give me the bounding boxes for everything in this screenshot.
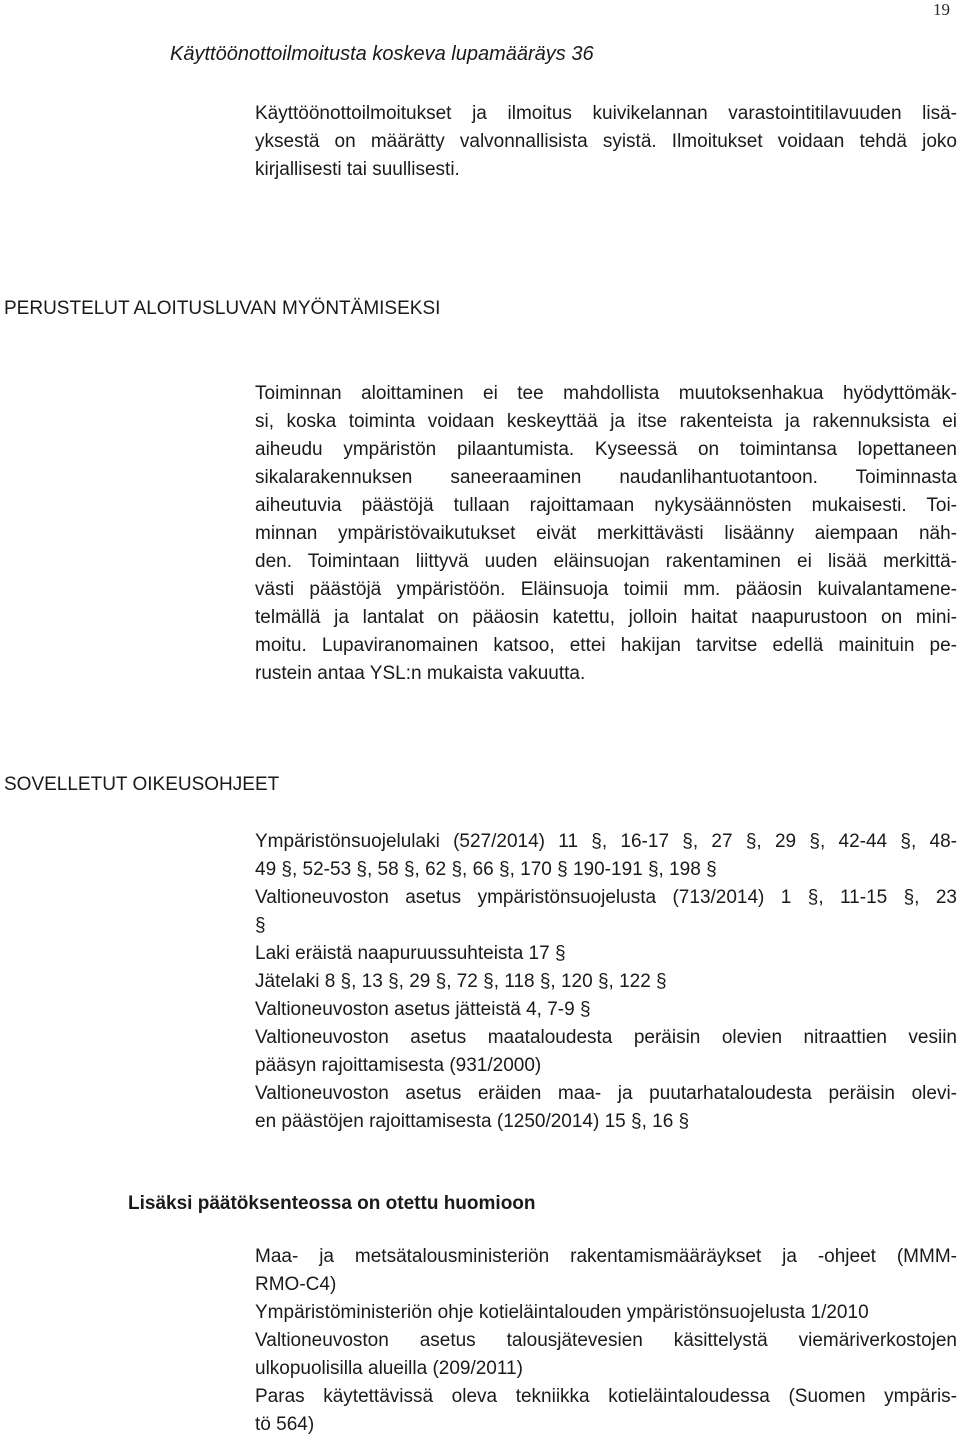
list-line: 49 §, 52-53 §, 58 §, 62 §, 66 §, 170 § 190-191 §, 198 § [255,859,717,880]
paragraph-line: kirjallisesti tai suullisesti. [255,159,460,180]
list-line: Ympäristöministeriön ohje kotieläintalouden ympäristönsuojelusta 1/2010 [255,1302,869,1323]
perustelut-paragraph [255,380,957,688]
paragraph-line: telmällä ja lantalat on pääosin katettu, jolloin haitat naapurustoon on mini- [255,607,957,628]
paragraph-line: Toiminnan aloittaminen ei tee mahdollista muutoksenhakua hyödyttömäk- [255,383,957,404]
paragraph-line: den. Toimintaan liittyvä uuden eläinsuojan rakentaminen ei lisää merkittä- [255,551,957,572]
huomioon-list [255,1243,957,1439]
section-heading-huomioon: Lisäksi päätöksenteossa on otettu huomioon [128,1193,536,1214]
list-line: Ympäristönsuojelulaki (527/2014) 11 §, 16-17 §, 27 §, 29 §, 42-44 §, 48- [255,831,957,852]
paragraph-line: aiheutuvia päästöjä tullaan rajoittamaan nykysäännösten mukaisesti. Toi- [255,495,957,516]
list-line: Valtioneuvoston asetus jätteistä 4, 7-9 § [255,999,591,1020]
list-line: Maa- ja metsätalousministeriön rakentamismääräykset ja -ohjeet (MMM- [255,1246,957,1267]
oikeusohjeet-list [255,828,957,1136]
paragraph-line: moitu. Lupaviranomainen katsoo, ettei hakijan tarvitse edellä mainituin pe- [255,635,957,656]
document-header: Käyttöönottoilmoitusta koskeva lupamääräys 36 [170,43,594,65]
paragraph-line: minnan ympäristövaikutukset eivät merkittävästi lisäänny aiempaan näh- [255,523,957,544]
list-line: Valtioneuvoston asetus maataloudesta peräisin olevien nitraattien vesiin [255,1027,957,1048]
paragraph-line: si, koska toiminta voidaan keskeyttää ja itse rakenteista ja rakennuksista ei [255,411,957,432]
list-line: Laki eräistä naapuruussuhteista 17 § [255,943,566,964]
paragraph-line: yksestä on määrätty valvonnallisista syistä. Ilmoitukset voidaan tehdä joko [255,131,957,152]
list-line: RMO-C4) [255,1274,337,1295]
list-line: ulkopuolisilla alueilla (209/2011) [255,1358,523,1379]
list-line: en päästöjen rajoittamisesta (1250/2014) 15 §, 16 § [255,1111,690,1132]
section-heading-oikeusohjeet: SOVELLETUT OIKEUSOHJEET [4,774,280,795]
paragraph-line: Käyttöönottoilmoitukset ja ilmoitus kuivikelannan varastointitilavuuden lisä- [255,103,957,124]
list-line: Valtioneuvoston asetus ympäristönsuojelusta (713/2014) 1 §, 11-15 §, 23 [255,887,957,908]
page-number: 19 [933,0,950,19]
paragraph-line: aiheudu ympäristön pilaantumista. Kyseessä on toimintansa lopettaneen [255,439,957,460]
list-line: Valtioneuvoston asetus talousjätevesien käsittelystä viemäriverkostojen [255,1330,957,1351]
paragraph-line: västi päästöjä ympäristöön. Eläinsuoja toimii mm. pääosin kuivalantamene- [255,579,957,600]
paragraph-line: sikalarakennuksen saneeraaminen naudanlihantuotantoon. Toiminnasta [255,467,957,488]
list-line: Paras käytettävissä oleva tekniikka kotieläintaloudessa (Suomen ympäris- [255,1386,957,1407]
list-line: Jätelaki 8 §, 13 §, 29 §, 72 §, 118 §, 120 §, 122 § [255,971,667,992]
section-heading-perustelut: PERUSTELUT ALOITUSLUVAN MYÖNTÄMISEKSI [4,298,441,319]
list-line: tö 564) [255,1414,315,1435]
list-line: Valtioneuvoston asetus eräiden maa- ja puutarhataloudesta peräisin olevi- [255,1083,957,1104]
list-line: § [255,915,266,936]
list-line: pääsyn rajoittamisesta (931/2000) [255,1055,542,1076]
intro-paragraph [255,100,957,184]
paragraph-line: rustein antaa YSL:n mukaista vakuutta. [255,663,586,684]
